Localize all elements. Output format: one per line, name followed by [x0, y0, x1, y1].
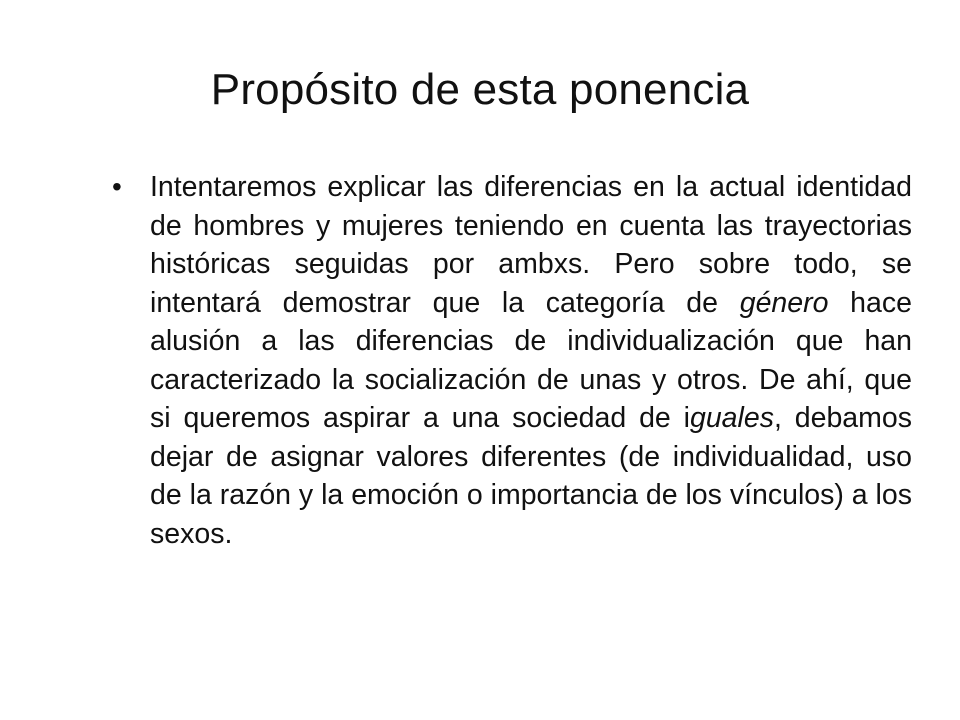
bullet-text: [150, 168, 912, 553]
slide-title: Propósito de esta ponencia: [210, 65, 750, 114]
bullet-item: [112, 168, 912, 553]
bullet-text-part-3: , debamos dejar de asignar valores diferentes (de individualidad, uso de la razón y la emoción o importancia de los vínculos) a los sexos.: [150, 402, 912, 550]
bullet-text-emphasis-guales: guales: [689, 402, 774, 434]
bullet-text-emphasis-genero: género: [739, 286, 829, 319]
bullet-text-part-2: hace alusión a las diferencias de individualización que han caracterizado la socialización de unas y otros. De ahí, que si queremos aspirar a una sociedad de i: [150, 286, 912, 434]
bullet-text-part-1: Intentaremos explicar las diferencias en la actual identidad de hombres y mujeres teniendo en cuenta las trayectorias históricas seguidas por ambxs. Pero sobre todo, se intentará demostrar que la categoría de: [150, 171, 912, 319]
bullet-icon: •: [112, 171, 122, 202]
